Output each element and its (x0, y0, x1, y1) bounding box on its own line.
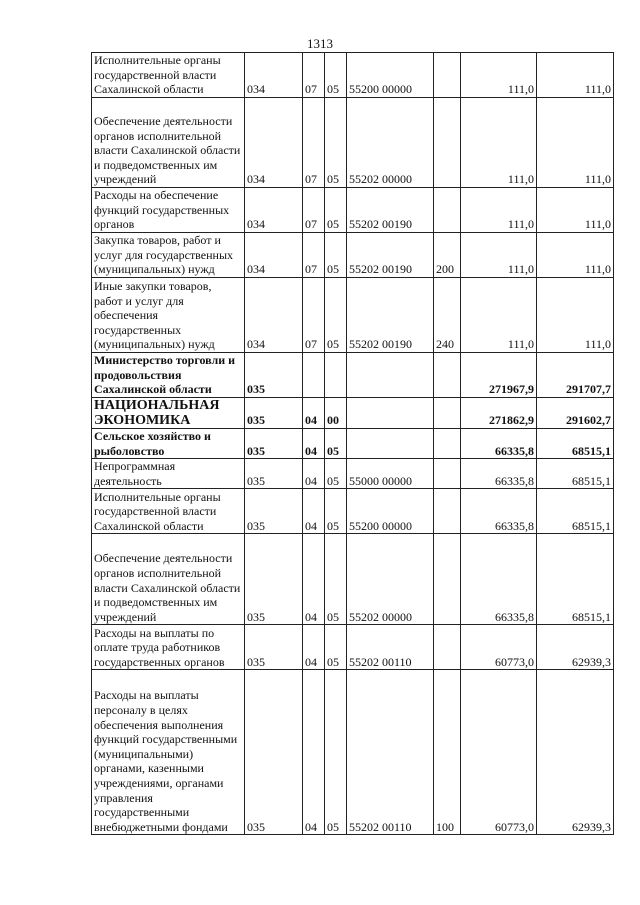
amount-year-2: 68515,1 (537, 534, 614, 625)
subsection-code: 05 (325, 534, 347, 625)
ministry-code: 035 (245, 534, 303, 625)
ministry-code: 035 (245, 353, 303, 398)
target-code-program: 55202 (349, 262, 379, 277)
target-code-direction: 00000 (382, 172, 412, 187)
amount-year-1: 60773,0 (461, 670, 537, 835)
target-code-direction: 00190 (382, 262, 412, 277)
subsection-code: 05 (325, 53, 347, 98)
target-code (347, 625, 434, 670)
expense-type-code (434, 534, 461, 625)
amount-year-1: 66335,8 (461, 534, 537, 625)
row-name: Расходы на обеспечение функций государственных органов (92, 188, 245, 233)
target-code-program: 55202 (349, 337, 379, 352)
section-code: 07 (303, 188, 325, 233)
target-code-direction: 00190 (382, 337, 412, 352)
amount-year-2: 62939,3 (537, 625, 614, 670)
ministry-code: 035 (245, 670, 303, 835)
subsection-code: 05 (325, 98, 347, 188)
target-code-program: 55000 (349, 473, 379, 488)
target-code-program: 55202 (349, 609, 379, 624)
amount-year-2: 68515,1 (537, 489, 614, 534)
amount-year-2: 111,0 (537, 53, 614, 98)
amount-year-1: 66335,8 (461, 459, 537, 489)
expense-type-code (434, 188, 461, 233)
subsection-code: 05 (325, 489, 347, 534)
subsection-code (325, 353, 347, 398)
section-code: 04 (303, 398, 325, 429)
subsection-code: 05 (325, 188, 347, 233)
row-name: Расходы на выплаты персоналу в целях обеспечения выполнения функций государственными (муниципальными) органами, казенными учреждениями, органами управления государственными внебюджетными фондами (92, 670, 245, 835)
subsection-code: 05 (325, 278, 347, 353)
table-row (92, 233, 614, 278)
expense-type-code (434, 53, 461, 98)
amount-year-1: 111,0 (461, 98, 537, 188)
section-code: 04 (303, 625, 325, 670)
table-row (92, 670, 614, 835)
target-code (347, 188, 434, 233)
amount-year-1: 66335,8 (461, 489, 537, 534)
row-name: Сельское хозяйство и рыболовство (92, 429, 245, 459)
table-row (92, 398, 614, 429)
row-name: Закупка товаров, работ и услуг для государственных (муниципальных) нужд (92, 233, 245, 278)
amount-year-1: 111,0 (461, 233, 537, 278)
expense-type-code: 200 (434, 233, 461, 278)
table-row (92, 353, 614, 398)
section-code: 07 (303, 53, 325, 98)
target-code-direction: 00190 (382, 217, 412, 232)
amount-year-1: 111,0 (461, 278, 537, 353)
amount-year-1: 111,0 (461, 188, 537, 233)
table-row (92, 459, 614, 489)
amount-year-2: 291602,7 (537, 398, 614, 429)
target-code-direction: 00110 (382, 654, 412, 669)
row-name: Министерство торговли и продовольствия Сахалинской области (92, 353, 245, 398)
row-name: Расходы на выплаты по оплате труда работников государственных органов (92, 625, 245, 670)
amount-year-1: 66335,8 (461, 429, 537, 459)
section-code: 04 (303, 534, 325, 625)
target-code (347, 534, 434, 625)
target-code-program: 55202 (349, 819, 379, 834)
target-code-direction: 00000 (382, 609, 412, 624)
expense-type-code (434, 489, 461, 534)
table-row (92, 278, 614, 353)
section-code (303, 353, 325, 398)
amount-year-2: 111,0 (537, 278, 614, 353)
ministry-code: 035 (245, 398, 303, 429)
table-row (92, 98, 614, 188)
target-code (347, 489, 434, 534)
target-code (347, 98, 434, 188)
ministry-code: 035 (245, 489, 303, 534)
section-code: 04 (303, 670, 325, 835)
ministry-code: 034 (245, 188, 303, 233)
subsection-code: 05 (325, 233, 347, 278)
target-code-program: 55202 (349, 172, 379, 187)
row-name: Иные закупки товаров, работ и услуг для обеспечения государственных (муниципальных) нужд (92, 278, 245, 353)
amount-year-1: 271967,9 (461, 353, 537, 398)
amount-year-1: 60773,0 (461, 625, 537, 670)
target-code (347, 670, 434, 835)
subsection-code: 05 (325, 429, 347, 459)
expense-type-code: 100 (434, 670, 461, 835)
page-number: 1313 (307, 36, 333, 51)
subsection-code: 05 (325, 670, 347, 835)
table-row (92, 429, 614, 459)
row-name: Обеспечение деятельности органов исполнительной власти Сахалинской области и подведомственных им учреждений (92, 98, 245, 188)
amount-year-1: 111,0 (461, 53, 537, 98)
table-row (92, 188, 614, 233)
table-row (92, 489, 614, 534)
ministry-code: 035 (245, 459, 303, 489)
target-code (347, 53, 434, 98)
ministry-code: 034 (245, 53, 303, 98)
target-code-direction: 00000 (382, 82, 412, 97)
ministry-code: 035 (245, 625, 303, 670)
target-code-program: 55202 (349, 654, 379, 669)
amount-year-2: 68515,1 (537, 429, 614, 459)
expense-type-code (434, 429, 461, 459)
expense-type-code (434, 398, 461, 429)
amount-year-2: 291707,7 (537, 353, 614, 398)
amount-year-2: 111,0 (537, 233, 614, 278)
target-code-direction: 00000 (382, 518, 412, 533)
section-code: 04 (303, 459, 325, 489)
target-code-direction: 00110 (382, 819, 412, 834)
amount-year-2: 111,0 (537, 98, 614, 188)
table-row (92, 534, 614, 625)
section-code: 04 (303, 489, 325, 534)
budget-table (91, 52, 614, 835)
row-name: Обеспечение деятельности органов исполнительной власти Сахалинской области и подведомственных им учреждений (92, 534, 245, 625)
target-code-program: 55202 (349, 217, 379, 232)
row-name: НАЦИОНАЛЬНАЯ ЭКОНОМИКА (92, 398, 245, 429)
target-code (347, 459, 434, 489)
section-code: 04 (303, 429, 325, 459)
target-code (347, 398, 434, 429)
section-code: 07 (303, 278, 325, 353)
target-code (347, 429, 434, 459)
row-name: Исполнительные органы государственной власти Сахалинской области (92, 489, 245, 534)
target-code (347, 278, 434, 353)
target-code (347, 233, 434, 278)
ministry-code: 035 (245, 429, 303, 459)
target-code-program: 55200 (349, 82, 379, 97)
ministry-code: 034 (245, 278, 303, 353)
expense-type-code (434, 459, 461, 489)
row-name: Исполнительные органы государственной власти Сахалинской области (92, 53, 245, 98)
expense-type-code (434, 353, 461, 398)
subsection-code: 00 (325, 398, 347, 429)
target-code-direction: 00000 (382, 473, 412, 488)
expense-type-code (434, 625, 461, 670)
row-name: Непрограммная деятельность (92, 459, 245, 489)
expense-type-code (434, 98, 461, 188)
table-row (92, 625, 614, 670)
amount-year-1: 271862,9 (461, 398, 537, 429)
amount-year-2: 111,0 (537, 188, 614, 233)
table-row (92, 53, 614, 98)
expense-type-code: 240 (434, 278, 461, 353)
section-code: 07 (303, 98, 325, 188)
target-code-program: 55200 (349, 518, 379, 533)
amount-year-2: 62939,3 (537, 670, 614, 835)
subsection-code: 05 (325, 459, 347, 489)
table-body (92, 53, 614, 835)
target-code (347, 353, 434, 398)
ministry-code: 034 (245, 233, 303, 278)
section-code: 07 (303, 233, 325, 278)
ministry-code: 034 (245, 98, 303, 188)
subsection-code: 05 (325, 625, 347, 670)
amount-year-2: 68515,1 (537, 459, 614, 489)
